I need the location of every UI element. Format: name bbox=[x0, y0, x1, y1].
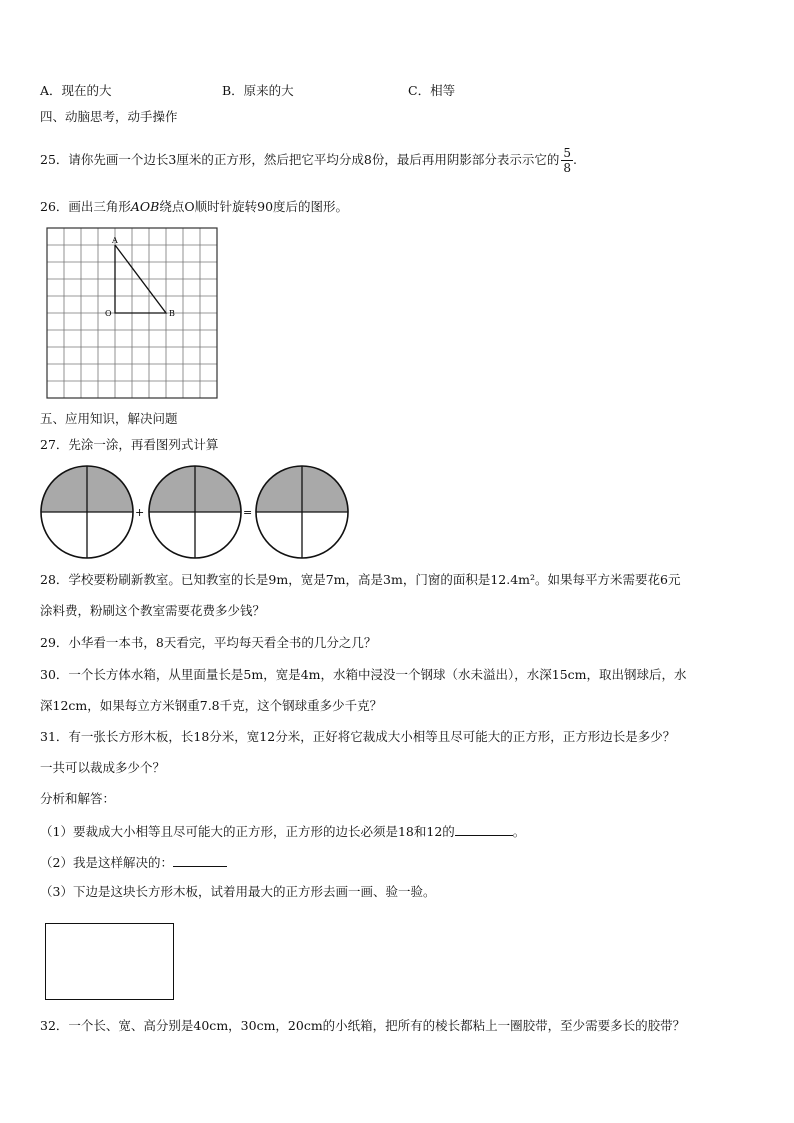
analysis-heading: 分析和解答： bbox=[40, 791, 116, 806]
question-25-tail: . bbox=[572, 152, 577, 167]
fraction-denominator: 8 bbox=[563, 161, 571, 175]
question-28-line-2: 涂料费，粉刷这个教室需要花费多少钱？ bbox=[40, 603, 266, 618]
question-31-line-1: 31．有一张长方形木板，长18分米，宽12分米，正好将它裁成大小相等且尽可能大的正方形，正方形边长是多少？ bbox=[40, 729, 676, 744]
plus-sign: + bbox=[135, 506, 145, 519]
question-26-suffix: 绕点O顺时针旋转90度后的图形。 bbox=[159, 199, 349, 214]
sub-1-end: 。 bbox=[512, 824, 526, 839]
option-c: C．相等 bbox=[408, 83, 456, 98]
question-28-line-1: 28．学校要粉刷新教室。已知教室的长是9m，宽是7m，高是3m，门窗的面积是12.4m²。如果每平方米需要花6元 bbox=[40, 572, 681, 587]
question-31-line-2: 一共可以裁成多少个？ bbox=[40, 760, 166, 775]
fraction-five-eighths bbox=[561, 146, 573, 175]
sub-2-text: （2）我是这样解决的： bbox=[40, 855, 173, 870]
circles-figure bbox=[38, 462, 368, 562]
question-30-line-1: 30．一个长方体水箱，从里面量长是5m，宽是4m，水箱中浸没一个钢球（水未溢出），水深15cm，取出钢球后，水 bbox=[40, 667, 687, 682]
label-b: B bbox=[169, 309, 175, 318]
circle-2 bbox=[149, 466, 241, 558]
triangle-name: AOB bbox=[130, 199, 160, 214]
section-4-title: 四、动脑思考，动手操作 bbox=[40, 109, 178, 124]
option-a: A．现在的大 bbox=[40, 83, 112, 98]
question-25-text: 25．请你先画一个边长3厘米的正方形，然后把它平均分成8份，最后再用阴影部分表示示它的 bbox=[40, 152, 560, 167]
question-31-sub-2 bbox=[40, 852, 227, 872]
circle-3 bbox=[256, 466, 348, 558]
question-31-sub-3: （3）下边是这块长方形木板，试着用最大的正方形去画一画、验一验。 bbox=[40, 884, 436, 899]
wood-board-rectangle bbox=[45, 923, 174, 1000]
answer-blank-1[interactable] bbox=[455, 821, 513, 836]
question-29: 29．小华看一本书，8天看完，平均每天看全书的几分之几？ bbox=[40, 635, 377, 650]
question-25 bbox=[40, 146, 577, 175]
question-32: 32．一个长、宽、高分别是40cm，30cm，20cm的小纸箱，把所有的棱长都粘上一圈胶带，至少需要多长的胶带？ bbox=[40, 1018, 686, 1033]
option-b: B．原来的大 bbox=[222, 83, 294, 98]
equals-sign: = bbox=[243, 506, 253, 519]
question-27: 27．先涂一涂，再看图列式计算 bbox=[40, 437, 219, 452]
question-26 bbox=[40, 198, 348, 216]
question-31-sub-1 bbox=[40, 821, 525, 841]
question-26-prefix: 26．画出三角形 bbox=[40, 199, 131, 214]
label-a: A bbox=[112, 236, 118, 245]
question-30-line-2: 深12cm，如果每立方米钢重7.8千克，这个钢球重多少千克？ bbox=[40, 698, 383, 713]
circle-1 bbox=[41, 466, 133, 558]
section-5-title: 五、应用知识，解决问题 bbox=[40, 411, 178, 426]
sub-1-text: （1）要裁成大小相等且尽可能大的正方形，正方形的边长必须是18和12的 bbox=[40, 824, 455, 839]
answer-blank-2[interactable] bbox=[173, 852, 227, 867]
fraction-numerator: 5 bbox=[563, 146, 571, 160]
label-o: O bbox=[105, 309, 112, 318]
grid-figure bbox=[46, 227, 218, 399]
